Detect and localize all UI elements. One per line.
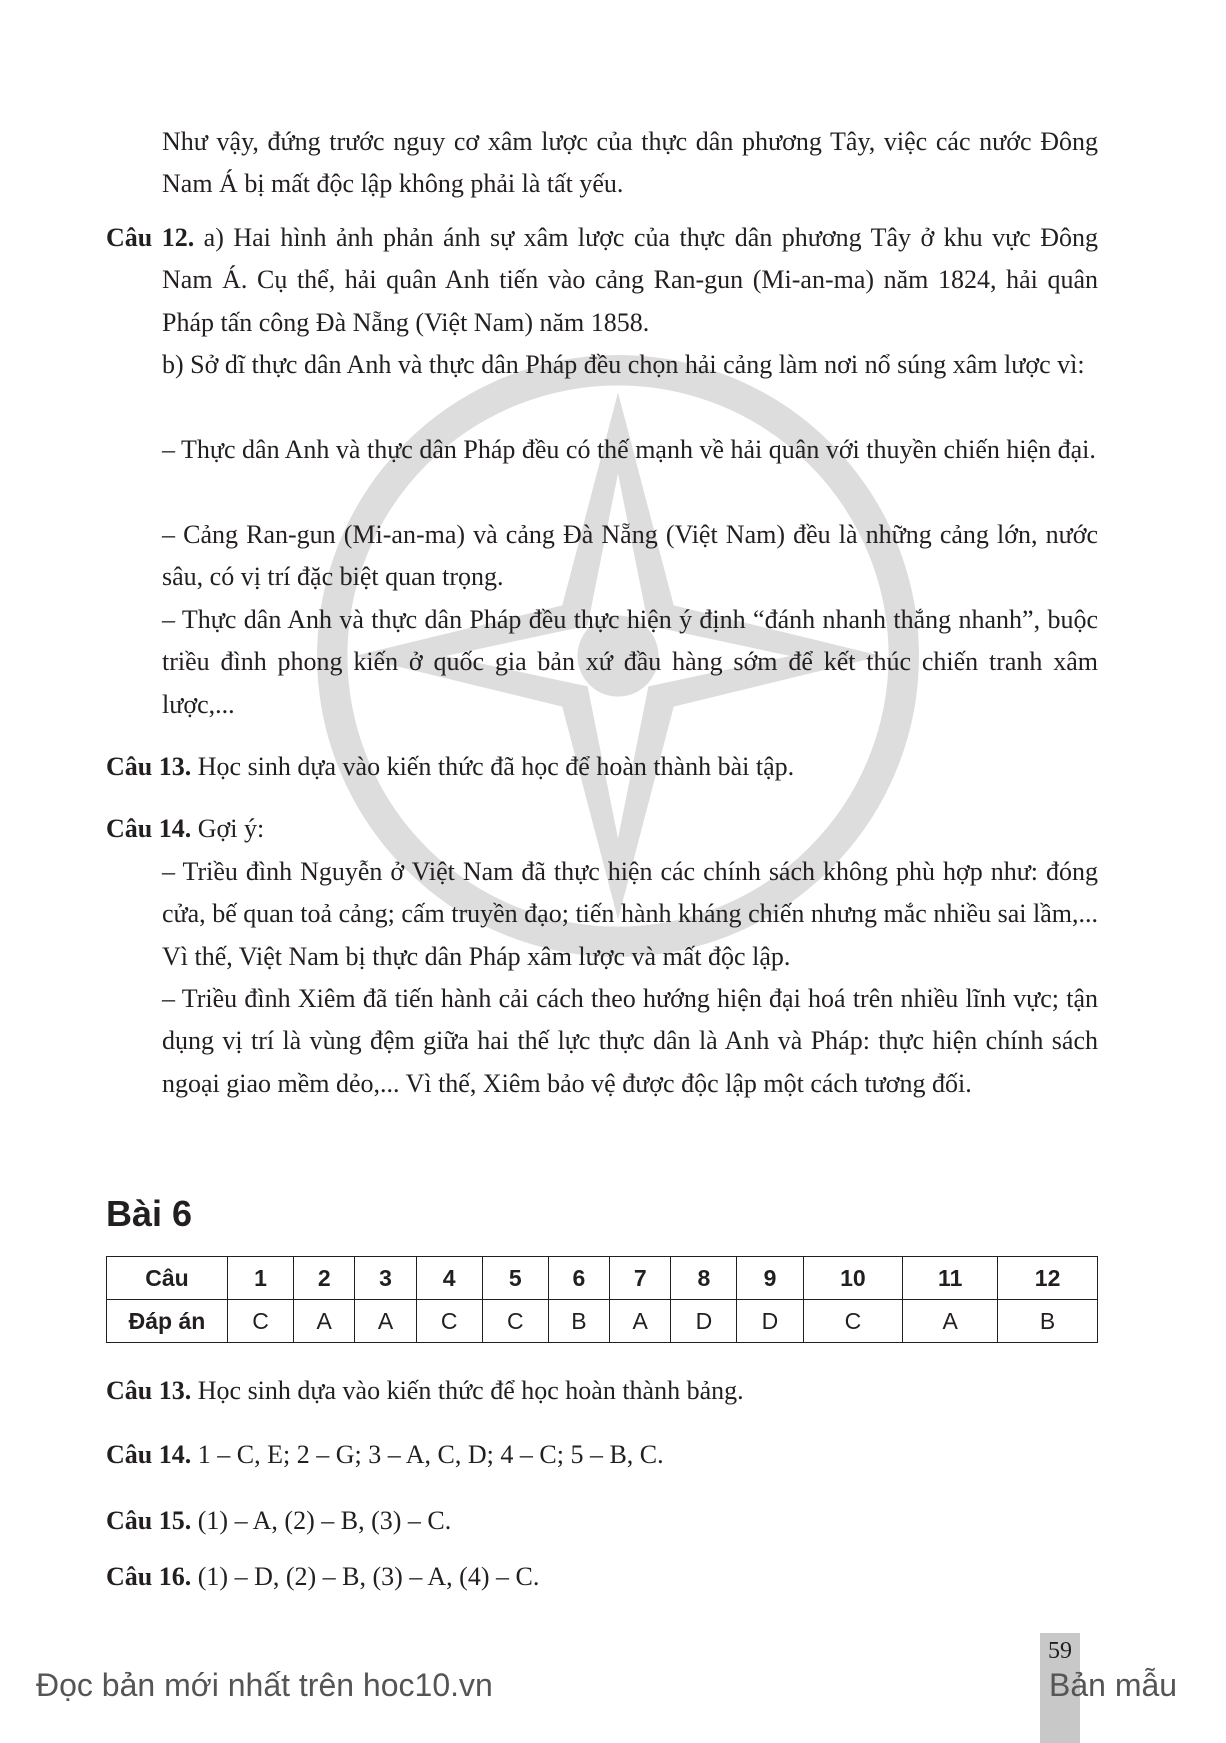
answer-13-text: Học sinh dựa vào kiến thức để học hoàn thành bảng. <box>191 1376 744 1405</box>
answer-15-text: (1) – A, (2) – B, (3) – C. <box>191 1506 452 1535</box>
answer-cell: A <box>610 1300 671 1343</box>
question-number-cell: 5 <box>482 1257 548 1300</box>
answer-16-label: Câu 16. <box>106 1562 192 1591</box>
answer-table-answer-row <box>107 1300 1098 1343</box>
question-13-paragraph <box>106 746 1098 788</box>
answer-table <box>106 1256 1098 1343</box>
answer-table-header-row <box>107 1257 1098 1300</box>
question-12-label: Câu 12. <box>106 223 195 252</box>
question-12-bullet-1: – Thực dân Anh và thực dân Pháp đều có thế mạnh về hải quân với thuyền chiến hiện đại. <box>162 435 1096 464</box>
answer-cell: A <box>294 1300 355 1343</box>
answer-cell: C <box>416 1300 482 1343</box>
answer-cell: A <box>903 1300 998 1343</box>
question-12-bullet-3: – Thực dân Anh và thực dân Pháp đều thực hiện ý định “đánh nhanh thắng nhanh”, buộc triều đình phong kiến ở quốc gia bản xứ đầu hàng sớm để kết thúc chiến tranh xâm lược,... <box>162 605 1098 719</box>
answer-cell: D <box>737 1300 803 1343</box>
answer-cell: D <box>671 1300 737 1343</box>
question-number-cell: 12 <box>998 1257 1098 1300</box>
answer-cell: B <box>998 1300 1098 1343</box>
answer-cell: C <box>803 1300 903 1343</box>
answer-cell: C <box>228 1300 294 1343</box>
question-number-cell: 11 <box>903 1257 998 1300</box>
question-14-bullet-2: – Triều đình Xiêm đã tiến hành cải cách theo hướng hiện đại hoá trên nhiều lĩnh vực; tận dụng vị trí là vùng đệm giữa hai thế lực thực dân là Anh và Pháp: thực hiện chính sách ngoại giao mềm dẻo,... Vì thế, Xiêm bảo vệ được độc lập một cách tương đối. <box>162 984 1098 1098</box>
answer-13-label: Câu 13. <box>106 1376 192 1405</box>
answer-14-label: Câu 14. <box>106 1440 192 1469</box>
answer-13-paragraph <box>106 1370 1098 1412</box>
question-14-label: Câu 14. <box>106 814 192 843</box>
answer-cell: A <box>355 1300 416 1343</box>
answer-cell: B <box>548 1300 609 1343</box>
answer-14-paragraph <box>106 1434 1098 1476</box>
answer-cell: C <box>482 1300 548 1343</box>
answer-16-text: (1) – D, (2) – B, (3) – A, (4) – C. <box>191 1562 540 1591</box>
answer-16-paragraph <box>106 1556 1098 1598</box>
question-13-text: Học sinh dựa vào kiến thức đã học để hoàn thành bài tập. <box>191 752 795 781</box>
question-12-a-text: a) Hai hình ảnh phản ánh sự xâm lược của thực dân phương Tây ở khu vực Đông Nam Á. Cụ thể, hải quân Anh tiến vào cảng Ran-gun (Mi-an-ma) năm 1824, hải quân Pháp tấn công Đà Nẵng (Việt Nam) năm 1858. <box>162 223 1099 337</box>
question-number-cell: 1 <box>228 1257 294 1300</box>
section-title: Bài 6 <box>106 1193 193 1234</box>
answer-15-paragraph <box>106 1500 1098 1542</box>
question-14-bullet-1: – Triều đình Nguyễn ở Việt Nam đã thực hiện các chính sách không phù hợp như: đóng cửa, bế quan toả cảng; cấm truyền đạo; tiến hành kháng chiến nhưng mắc nhiều sai lầm,... Vì thế, Việt Nam bị thực dân Pháp xâm lược và mất độc lập. <box>162 857 1098 971</box>
question-14-paragraph <box>106 808 1098 850</box>
question-13-label: Câu 13. <box>106 752 192 781</box>
question-number-cell: 8 <box>671 1257 737 1300</box>
footer-sample-label: Bản mẫu <box>1049 1667 1178 1703</box>
intro-paragraph: Như vậy, đứng trước nguy cơ xâm lược của thực dân phương Tây, việc các nước Đông Nam Á bị mất độc lập không phải là tất yếu. <box>162 127 1098 199</box>
footer-website-note: Đọc bản mới nhất trên hoc10.vn <box>36 1667 493 1703</box>
question-number-cell: 6 <box>548 1257 609 1300</box>
question-14-text: Gợi ý: <box>191 814 265 843</box>
answer-14-text: 1 – C, E; 2 – G; 3 – A, C, D; 4 – C; 5 – B, C. <box>191 1440 664 1469</box>
answer-table-row1-label: Câu <box>107 1257 228 1300</box>
question-number-cell: 2 <box>294 1257 355 1300</box>
question-number-cell: 10 <box>803 1257 903 1300</box>
question-12-bullet-2: – Cảng Ran-gun (Mi-an-ma) và cảng Đà Nẵng (Việt Nam) đều là những cảng lớn, nước sâu, có vị trí đặc biệt quan trọng. <box>162 520 1098 592</box>
answer-table-row2-label: Đáp án <box>107 1300 228 1343</box>
question-number-cell: 9 <box>737 1257 803 1300</box>
question-12-part-a <box>106 217 1098 344</box>
answer-15-label: Câu 15. <box>106 1506 192 1535</box>
question-12-part-b: b) Sở dĩ thực dân Anh và thực dân Pháp đều chọn hải cảng làm nơi nổ súng xâm lược vì: <box>162 350 1085 379</box>
question-number-cell: 3 <box>355 1257 416 1300</box>
question-number-cell: 7 <box>610 1257 671 1300</box>
page-number: 59 <box>1048 1638 1072 1664</box>
question-number-cell: 4 <box>416 1257 482 1300</box>
